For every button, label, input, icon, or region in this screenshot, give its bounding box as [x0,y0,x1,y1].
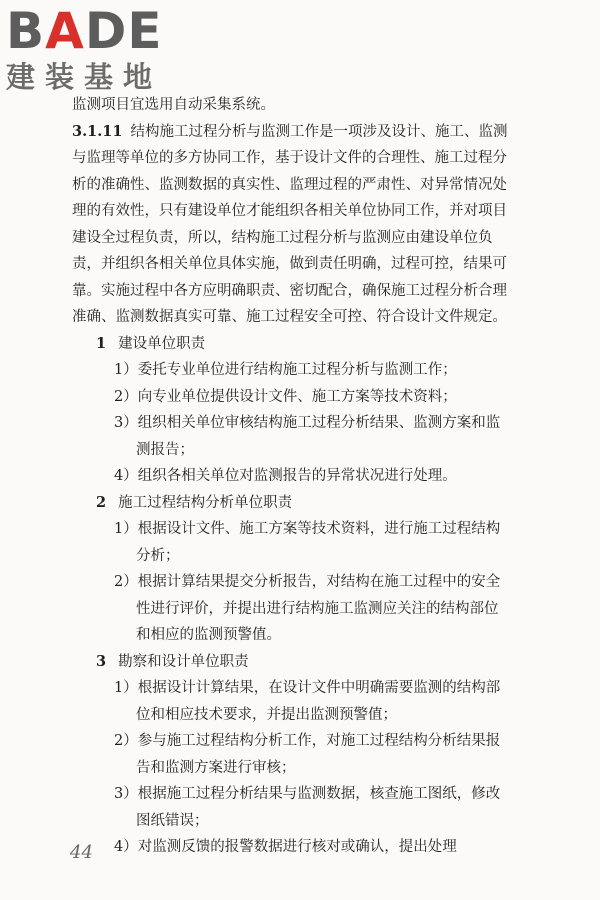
brand-logo [6,4,176,58]
brand-accent-letter: A [45,2,85,60]
page-number: 44 [70,842,93,863]
list-item: 2）参与施工过程结构分析工作，对施工过程结构分析结果报告和监测方案进行审核； [114,733,501,776]
clause-text: 结构施工过程分析与监测工作是一项涉及设计、施工、监测与监理等单位的多方协同工作，基于设计文件的合理性、施工过程分析的准确性、监测数据的真实性、监理过程的严肃性、对异常情况处理的有效性，只有建设单位才能组织各相关单位协同工作，并对项目建设全过程负责，所以，结构施工过程分析与监测应由建设单位负责，并组织各相关单位具体实施，做到责任明确，过程可控，结果可靠。实施过程中各方应明确职责、密切配合，确保施工过程分析合理准确、监测数据真实可靠、施工过程安全可控、符合设计文件规定。 [72,123,508,325]
clause-number: 3.1.11 [72,122,123,140]
brand-watermark [6,4,176,94]
section-heading [72,649,512,676]
list-item: 2）根据计算结果提交分析报告，对结构在施工过程中的安全性进行评价，并提出进行结构施工监测应关注的结构部位和相应的监测预警值。 [114,574,501,643]
section-heading [72,331,512,358]
list-item: 4）对监测反馈的报警数据进行核对或确认，提出处理 [114,839,457,855]
list-item: 3）根据施工过程分析结果与监测数据，核查施工图纸，修改图纸错误； [114,786,501,829]
list-item: 3）组织相关单位审核结构施工过程分析结果、监测方案和监测报告； [114,415,501,458]
section-number: 3 [96,652,107,670]
brand-suffix: DE [84,2,163,60]
list-item: 4）组织各相关单位对监测报告的异常状况进行处理。 [114,468,457,484]
section-number: 1 [96,334,107,352]
section-title: 建设单位职责 [118,335,206,352]
section-title: 施工过程结构分析单位职责 [118,494,293,511]
brand-prefix: B [6,2,46,60]
list-item: 1）根据设计文件、施工方案等技术资料，进行施工过程结构分析； [114,521,501,564]
section-heading [72,490,512,517]
intro-line: 监测项目宜选用自动采集系统。 [72,97,275,113]
list-item: 2）向专业单位提供设计文件、施工方案等技术资料； [114,388,457,405]
section-number: 2 [96,493,107,511]
list-item: 1）委托专业单位进行结构施工过程分析与监测工作； [114,362,457,378]
clause-paragraph [72,119,512,331]
brand-subtitle: 建装基地 [6,60,163,94]
document-body [72,92,512,861]
section-title: 勘察和设计单位职责 [118,653,249,670]
list-item: 1）根据设计计算结果，在设计文件中明确需要监测的结构部位和相应技术要求，并提出监测预警值； [114,680,501,723]
